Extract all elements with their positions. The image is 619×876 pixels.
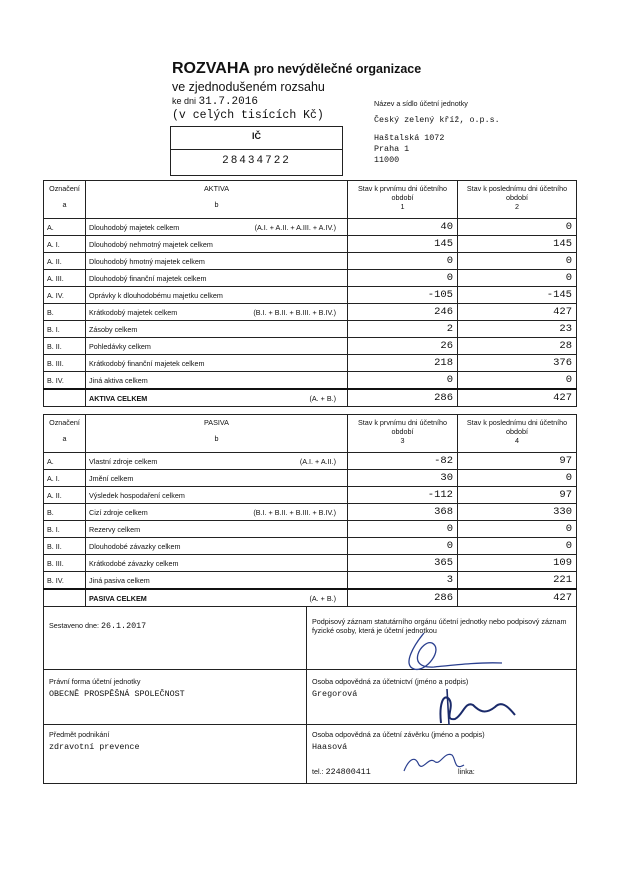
title-rest: pro nevýdělečné organizace: [253, 62, 422, 76]
aktiva-total-formula: (A. + B.): [309, 393, 336, 403]
aktiva-row-name-cell: [86, 304, 348, 321]
tel-row: [312, 767, 371, 777]
pasiva-header-row: [44, 415, 577, 453]
aktiva-row-v1: 40: [348, 219, 458, 236]
aktiva-row-v2: 0: [458, 372, 577, 390]
date-label: ke dni: [172, 96, 197, 106]
aktiva-total-v2: 427: [458, 389, 577, 407]
pasiva-row-name-cell: [86, 504, 348, 521]
pasiva-row-code: B.: [44, 504, 86, 521]
aktiva-col-first: Stav k prvnímu dni účetního období 1: [348, 181, 458, 219]
aktiva-row: [44, 338, 577, 355]
pasiva-row-code: A. II.: [44, 487, 86, 504]
aktiva-row: [44, 372, 577, 390]
aktiva-row-v1: 0: [348, 270, 458, 287]
aktiva-row-v1: 26: [348, 338, 458, 355]
aktiva-row: [44, 270, 577, 287]
closing-signature: [394, 747, 474, 779]
pasiva-row-v2: 109: [458, 555, 577, 572]
pasiva-row-name: Dlouhodobé závazky celkem: [89, 541, 181, 551]
aktiva-row-code: A.: [44, 219, 86, 236]
units-note: (v celých tisících Kč): [172, 109, 324, 122]
aktiva-row-name: Krátkodobý majetek celkem: [89, 307, 178, 317]
pasiva-row-v2: 0: [458, 538, 577, 555]
aktiva-row-name-cell: [86, 270, 348, 287]
pasiva-row-v1: -82: [348, 453, 458, 470]
pasiva-row: [44, 453, 577, 470]
pasiva-row-name-cell: [86, 572, 348, 590]
aktiva-row-v1: 145: [348, 236, 458, 253]
pasiva-col-oznaceni: Označení a: [44, 415, 86, 453]
aktiva-row: [44, 253, 577, 270]
aktiva-row-v2: 145: [458, 236, 577, 253]
pasiva-row-name-cell: [86, 555, 348, 572]
pasiva-total-formula: (A. + B.): [309, 593, 336, 603]
pasiva-row-name-cell: [86, 470, 348, 487]
aktiva-row-name-cell: [86, 321, 348, 338]
pasiva-row-name: Jmění celkem: [89, 473, 134, 483]
pasiva-row: [44, 572, 577, 590]
aktiva-row-code: A. IV.: [44, 287, 86, 304]
pasiva-row: [44, 470, 577, 487]
pasiva-table: [43, 414, 577, 607]
pasiva-row-v1: 30: [348, 470, 458, 487]
document-subtitle: ve zjednodušeném rozsahu: [172, 80, 325, 94]
predmet-value: zdravotní prevence: [49, 742, 140, 752]
pasiva-row: [44, 538, 577, 555]
pasiva-row-name: Cizí zdroje celkem: [89, 507, 148, 517]
aktiva-row-name-cell: [86, 219, 348, 236]
aktiva-row: [44, 236, 577, 253]
aktiva-row-name: Pohledávky celkem: [89, 341, 151, 351]
pasiva-row: [44, 555, 577, 572]
pasiva-row-v2: 330: [458, 504, 577, 521]
aktiva-row: [44, 355, 577, 372]
aktiva-row-code: B. IV.: [44, 372, 86, 390]
entity-street: Haštalská 1072: [374, 133, 445, 143]
aktiva-row-name: Krátkodobý finanční majetek celkem: [89, 358, 205, 368]
aktiva-header-row: [44, 181, 577, 219]
pasiva-row-v2: 0: [458, 470, 577, 487]
pasiva-row-v1: 3: [348, 572, 458, 590]
aktiva-col-title: AKTIVA b: [86, 181, 348, 219]
document-title: [172, 60, 421, 78]
aktiva-row: [44, 219, 577, 236]
pasiva-row-name-cell: [86, 521, 348, 538]
osoba-zaverka-label: Osoba odpovědná za účetní závěrku (jméno a podpis): [312, 730, 485, 739]
aktiva-row-name-cell: [86, 338, 348, 355]
aktiva-row-code: B.: [44, 304, 86, 321]
aktiva-row-formula: (B.I. + B.II. + B.III. + B.IV.): [253, 307, 336, 317]
pasiva-total-v2: 427: [458, 589, 577, 607]
aktiva-total-label: AKTIVA CELKEM: [89, 393, 148, 403]
pasiva-row-code: A.: [44, 453, 86, 470]
entity-name: Český zelený kříž, o.p.s.: [374, 115, 500, 125]
tel-value: 224800411: [325, 767, 371, 777]
aktiva-row-name: Dlouhodobý hmotný majetek celkem: [89, 256, 205, 266]
aktiva-row-name-cell: [86, 236, 348, 253]
pasiva-row-code: B. II.: [44, 538, 86, 555]
aktiva-total-v1: 286: [348, 389, 458, 407]
pasiva-row-name: Jiná pasiva celkem: [89, 575, 150, 585]
aktiva-row-code: B. III.: [44, 355, 86, 372]
aktiva-row-name-cell: [86, 253, 348, 270]
pasiva-total-label: PASIVA CELKEM: [89, 593, 147, 603]
pasiva-row-name-cell: [86, 487, 348, 504]
aktiva-row-v2: 376: [458, 355, 577, 372]
aktiva-row-v2: 0: [458, 253, 577, 270]
tel-label: tel.:: [312, 767, 324, 776]
aktiva-total-row: [44, 389, 577, 407]
pasiva-row-v2: 221: [458, 572, 577, 590]
signature-section: [43, 606, 577, 784]
aktiva-row-v1: 246: [348, 304, 458, 321]
osoba-ucetnictvi-label: Osoba odpovědná za účetnictví (jméno a podpis): [312, 677, 469, 686]
pasiva-col-last: Stav k poslednímu dni účetního období 4: [458, 415, 577, 453]
aktiva-row-name-cell: [86, 287, 348, 304]
aktiva-row-formula: (A.I. + A.II. + A.III. + A.IV.): [254, 222, 336, 232]
ic-box: [170, 126, 343, 176]
aktiva-row-name-cell: [86, 355, 348, 372]
pasiva-row-code: A. I.: [44, 470, 86, 487]
aktiva-row: [44, 287, 577, 304]
aktiva-row-code: A. I.: [44, 236, 86, 253]
aktiva-row-v2: 427: [458, 304, 577, 321]
osoba-ucetnictvi-value: Gregorová: [312, 689, 358, 699]
pravni-forma-label: Právní forma účetní jednotky: [49, 677, 141, 686]
pasiva-row-v1: -112: [348, 487, 458, 504]
pasiva-row-code: B. III.: [44, 555, 86, 572]
pasiva-total-row: [44, 589, 577, 607]
aktiva-row-name: Jiná aktiva celkem: [89, 375, 148, 385]
date-line: [172, 96, 258, 108]
title-main: ROZVAHA: [172, 60, 250, 77]
sestaveno-label: Sestaveno dne:: [49, 621, 99, 630]
aktiva-row-v2: -145: [458, 287, 577, 304]
pasiva-row: [44, 521, 577, 538]
aktiva-row-name-cell: [86, 372, 348, 390]
pasiva-row-v1: 368: [348, 504, 458, 521]
podpis-label: Podpisový záznam statutárního orgánu účetní jednotky nebo podpisový záznam fyzické osoby, která je účetní jednotkou: [312, 617, 567, 635]
aktiva-row-name: Dlouhodobý majetek celkem: [89, 222, 180, 232]
aktiva-row-code: A. III.: [44, 270, 86, 287]
entity-label: Název a sídlo účetní jednotky: [374, 99, 468, 108]
pasiva-row-name: Výsledek hospodaření celkem: [89, 490, 185, 500]
aktiva-col-oznaceni: Označení a: [44, 181, 86, 219]
pasiva-row: [44, 487, 577, 504]
statutory-signature: [384, 629, 504, 675]
accountant-signature: [429, 685, 519, 727]
pravni-forma-value: OBECNĚ PROSPĚŠNÁ SPOLEČNOST: [49, 689, 185, 699]
pasiva-row-code: B. I.: [44, 521, 86, 538]
pasiva-row-v1: 0: [348, 538, 458, 555]
predmet-label: Předmět podnikání: [49, 730, 110, 739]
pasiva-row: [44, 504, 577, 521]
aktiva-row: [44, 304, 577, 321]
sestaveno-row: [49, 621, 146, 631]
ic-label: IČ: [252, 131, 261, 141]
pasiva-row-v2: 97: [458, 453, 577, 470]
pasiva-col-title: PASIVA b: [86, 415, 348, 453]
aktiva-row-name: Zásoby celkem: [89, 324, 138, 334]
pasiva-row-name: Krátkodobé závazky celkem: [89, 558, 179, 568]
entity-zip: 11000: [374, 155, 400, 165]
pasiva-row-formula: (A.I. + A.II.): [299, 456, 336, 466]
aktiva-row-v1: 0: [348, 372, 458, 390]
pasiva-row-v1: 0: [348, 521, 458, 538]
aktiva-row-v2: 0: [458, 219, 577, 236]
aktiva-table: [43, 180, 577, 407]
aktiva-row-v1: 2: [348, 321, 458, 338]
entity-city: Praha 1: [374, 144, 410, 154]
aktiva-row: [44, 321, 577, 338]
aktiva-row-code: A. II.: [44, 253, 86, 270]
aktiva-row-name: Dlouhodobý finanční majetek celkem: [89, 273, 207, 283]
ic-value: 28434722: [222, 155, 291, 167]
pasiva-row-v2: 97: [458, 487, 577, 504]
aktiva-row-v1: 218: [348, 355, 458, 372]
aktiva-col-last: Stav k poslednímu dni účetního období 2: [458, 181, 577, 219]
sestaveno-value: 26.1.2017: [100, 621, 147, 631]
aktiva-row-code: B. I.: [44, 321, 86, 338]
pasiva-row-name-cell: [86, 538, 348, 555]
pasiva-total-v1: 286: [348, 589, 458, 607]
pasiva-row-v1: 365: [348, 555, 458, 572]
pasiva-row-name-cell: [86, 453, 348, 470]
pasiva-col-first: Stav k prvnímu dni účetního období 3: [348, 415, 458, 453]
pasiva-row-name: Rezervy celkem: [89, 524, 141, 534]
pasiva-row-v2: 0: [458, 521, 577, 538]
pasiva-row-formula: (B.I. + B.II. + B.III. + B.IV.): [253, 507, 336, 517]
aktiva-row-name: Dlouhodobý nehmotný majetek celkem: [89, 239, 213, 249]
aktiva-row-v2: 0: [458, 270, 577, 287]
osoba-zaverka-value: Haasová: [312, 742, 348, 752]
aktiva-row-name: Oprávky k dlouhodobému majetku celkem: [89, 290, 223, 300]
pasiva-row-name: Vlastní zdroje celkem: [89, 456, 158, 466]
linka-label: linka:: [458, 767, 475, 776]
aktiva-row-v2: 28: [458, 338, 577, 355]
pasiva-row-code: B. IV.: [44, 572, 86, 590]
date-value: 31.7.2016: [198, 96, 258, 108]
aktiva-row-v1: 0: [348, 253, 458, 270]
aktiva-row-code: B. II.: [44, 338, 86, 355]
aktiva-row-v2: 23: [458, 321, 577, 338]
aktiva-row-v1: -105: [348, 287, 458, 304]
